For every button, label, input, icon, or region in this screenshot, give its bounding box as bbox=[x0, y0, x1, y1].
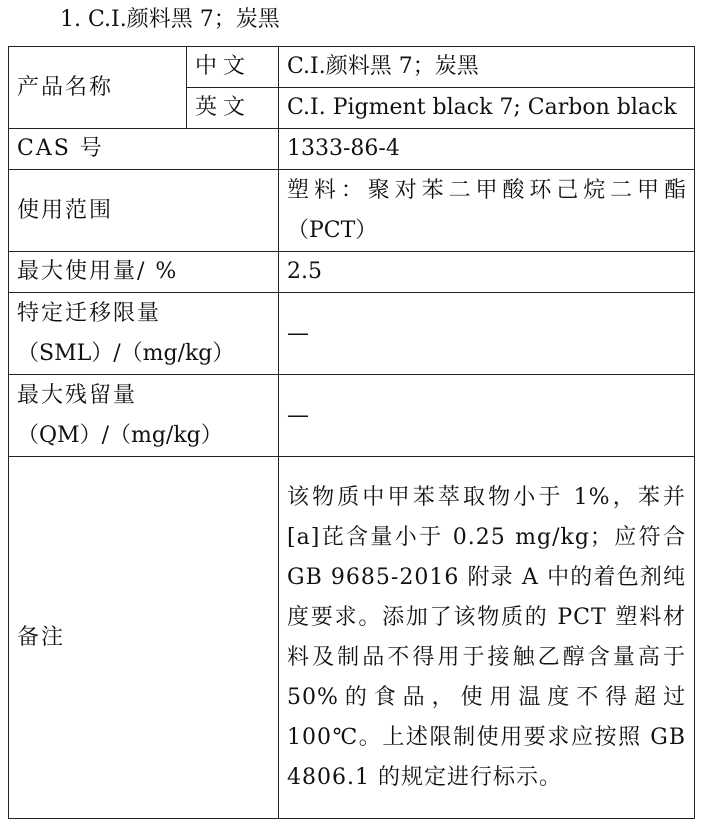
qm-label-line1: 最大残留量 bbox=[17, 382, 138, 408]
sml-label bbox=[9, 293, 279, 375]
table-row-product-name-cn bbox=[9, 47, 695, 88]
max-usage-label: 最大使用量/ % bbox=[9, 252, 279, 293]
english-name-value: C.I. Pigment black 7; Carbon black bbox=[279, 88, 695, 129]
table-row-usage-scope bbox=[9, 170, 695, 252]
usage-scope-label: 使用范围 bbox=[9, 170, 279, 252]
max-usage-value: 2.5 bbox=[279, 252, 695, 293]
table-row-max-usage bbox=[9, 252, 695, 293]
remarks-label: 备注 bbox=[9, 457, 279, 819]
product-name-label: 产品名称 bbox=[9, 47, 187, 129]
qm-label bbox=[9, 375, 279, 457]
english-name-label: 英文 bbox=[187, 88, 279, 129]
table-row-cas bbox=[9, 129, 695, 170]
sml-label-line1: 特定迁移限量 bbox=[17, 300, 162, 326]
table-row-sml bbox=[9, 293, 695, 375]
sml-value: — bbox=[279, 293, 695, 375]
chinese-name-label: 中文 bbox=[187, 47, 279, 88]
additive-spec-table bbox=[8, 46, 695, 819]
qm-value: — bbox=[279, 375, 695, 457]
table-row-remarks bbox=[9, 457, 695, 819]
remarks-value: 该物质中甲苯萃取物小于 1%，苯并[a]芘含量小于 0.25 mg/kg；应符合 GB 9685-2016 附录 A 中的着色剂纯度要求。添加了该物质的 PCT 塑料材料及制品不得用于接触乙醇含量高于 50%的食品，使用温度不得超过 100℃。上述限制使用要求应按照 GB 4806.1 的规定进行标示。 bbox=[279, 457, 695, 819]
usage-scope-value: 塑料：聚对苯二甲酸环己烷二甲酯（PCT） bbox=[279, 170, 695, 252]
cas-label: CAS 号 bbox=[9, 129, 279, 170]
section-heading: 1. C.I.颜料黑 7；炭黑 bbox=[60, 7, 280, 32]
chinese-name-value: C.I.颜料黑 7；炭黑 bbox=[279, 47, 695, 88]
table-row-qm bbox=[9, 375, 695, 457]
qm-label-line2: （QM）/（mg/kg） bbox=[17, 422, 223, 448]
cas-value: 1333-86-4 bbox=[279, 129, 695, 170]
sml-label-line2: （SML）/（mg/kg） bbox=[17, 340, 235, 366]
